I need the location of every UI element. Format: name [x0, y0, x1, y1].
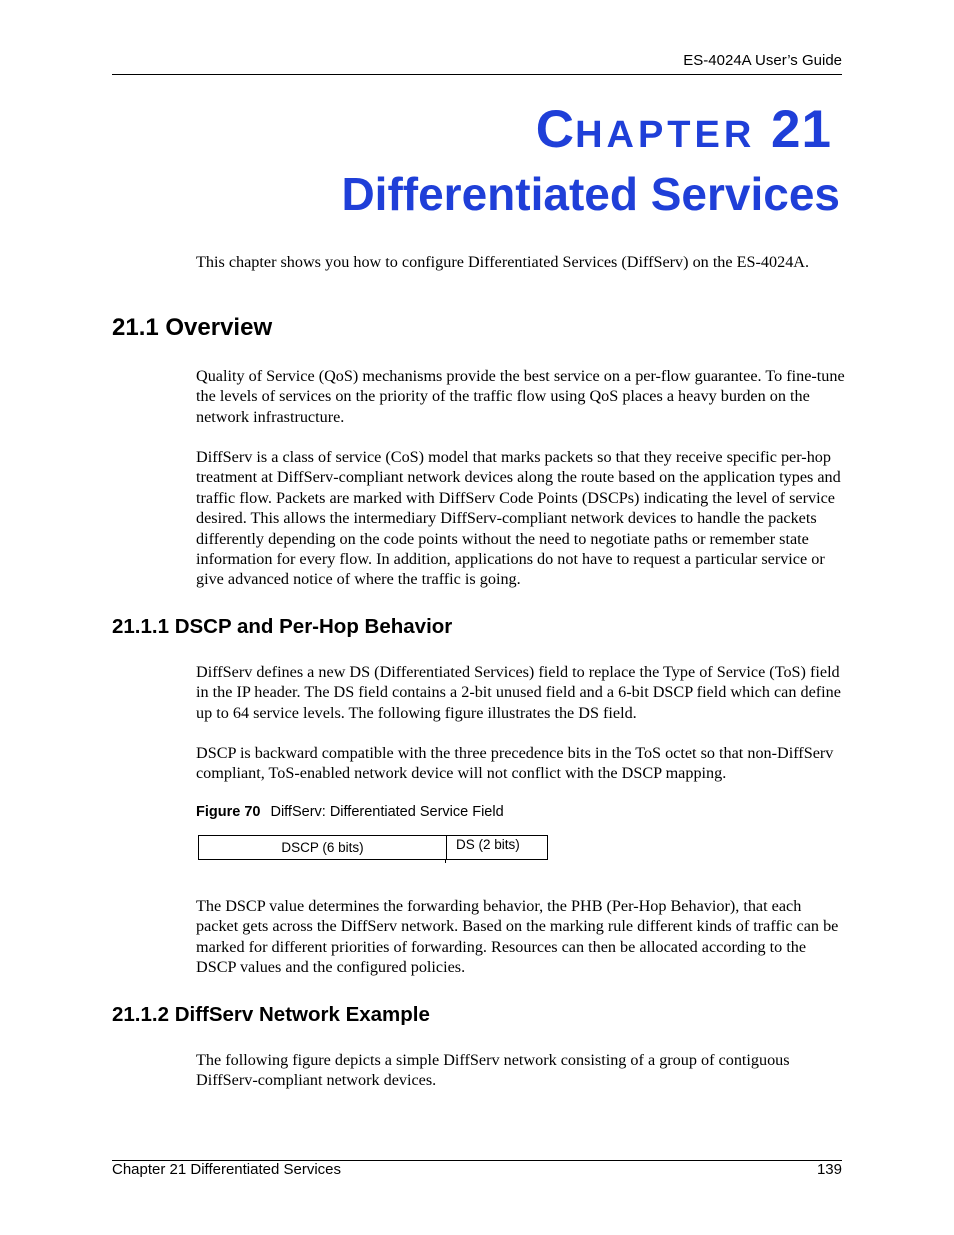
chapter-label — [536, 98, 832, 167]
header-rule — [112, 74, 842, 75]
footer-chapter-title: Chapter 21 Differentiated Services — [112, 1161, 342, 1178]
chapter-label-initial: C — [535, 100, 576, 159]
chapter-number: 21 — [771, 100, 832, 159]
chapter-title: Differentiated Services — [341, 168, 840, 220]
overview-paragraph-2: DiffServ is a class of service (CoS) model that marks packets so that they receive specific per-hop treatment at DiffServ-compliant network devices along the route based on the application types and traffic flow. Packets are marked with DiffServ Code Points (DSCPs) indicating the level of service desired. This allows the intermediary DiffServ-compliant network devices to handle the packets differently depending on the code points without the need to negotiate paths or remember state information for every flow. In addition, applications do not have to request a particular service or give advanced notice of where the traffic is going. — [196, 448, 841, 589]
figure-label: Figure 70 — [196, 804, 261, 820]
figure-caption-text: DiffServ: Differentiated Service Field — [270, 804, 504, 820]
figure-caption — [196, 803, 504, 821]
dscp-paragraph-1: DiffServ defines a new DS (Differentiated Services) field to replace the Type of Service (ToS) field in the IP header. The DS field contains a 2-bit unused field and a 6-bit DSCP field which can define up to 64 service levels. The following figure illustrates the DS field. — [196, 663, 841, 722]
field-divider-tick — [445, 859, 446, 863]
ds-field-diagram — [198, 835, 548, 860]
section-heading-overview: 21.1 Overview — [112, 314, 273, 341]
running-header: ES-4024A User’s Guide — [683, 52, 842, 69]
ds-field-cell: DS (2 bits) — [456, 837, 520, 852]
dscp-paragraph-2: DSCP is backward compatible with the three precedence bits in the ToS octet so that non-DiffServ compliant, ToS-enabled network device will not conflict with the DSCP mapping. — [196, 744, 834, 783]
overview-paragraph-1: Quality of Service (QoS) mechanisms provide the best service on a per-flow guarantee. To fine-tune the levels of services on the priority of the traffic flow using QoS places a heavy burden on the network infrastructure. — [196, 367, 845, 426]
section-heading-example: 21.1.2 DiffServ Network Example — [112, 1003, 430, 1026]
example-paragraph-1: The following figure depicts a simple DiffServ network consisting of a group of contiguous DiffServ-compliant network devices. — [196, 1051, 790, 1090]
dscp-field-cell: DSCP (6 bits) — [199, 836, 447, 859]
chapter-label-rest: HAPTER — [575, 114, 756, 156]
section-heading-dscp: 21.1.1 DSCP and Per-Hop Behavior — [112, 615, 453, 638]
page-number: 139 — [816, 1161, 842, 1178]
dscp-paragraph-3: The DSCP value determines the forwarding behavior, the PHB (Per-Hop Behavior), that each packet gets across the DiffServ network. Based on the marking rule different kinds of traffic can be marked for different priorities of forwarding. Resources can then be allocated according to the DSCP values and the configured policies. — [196, 897, 839, 977]
intro-paragraph: This chapter shows you how to configure Differentiated Services (DiffServ) on the ES-4024A. — [196, 253, 810, 271]
